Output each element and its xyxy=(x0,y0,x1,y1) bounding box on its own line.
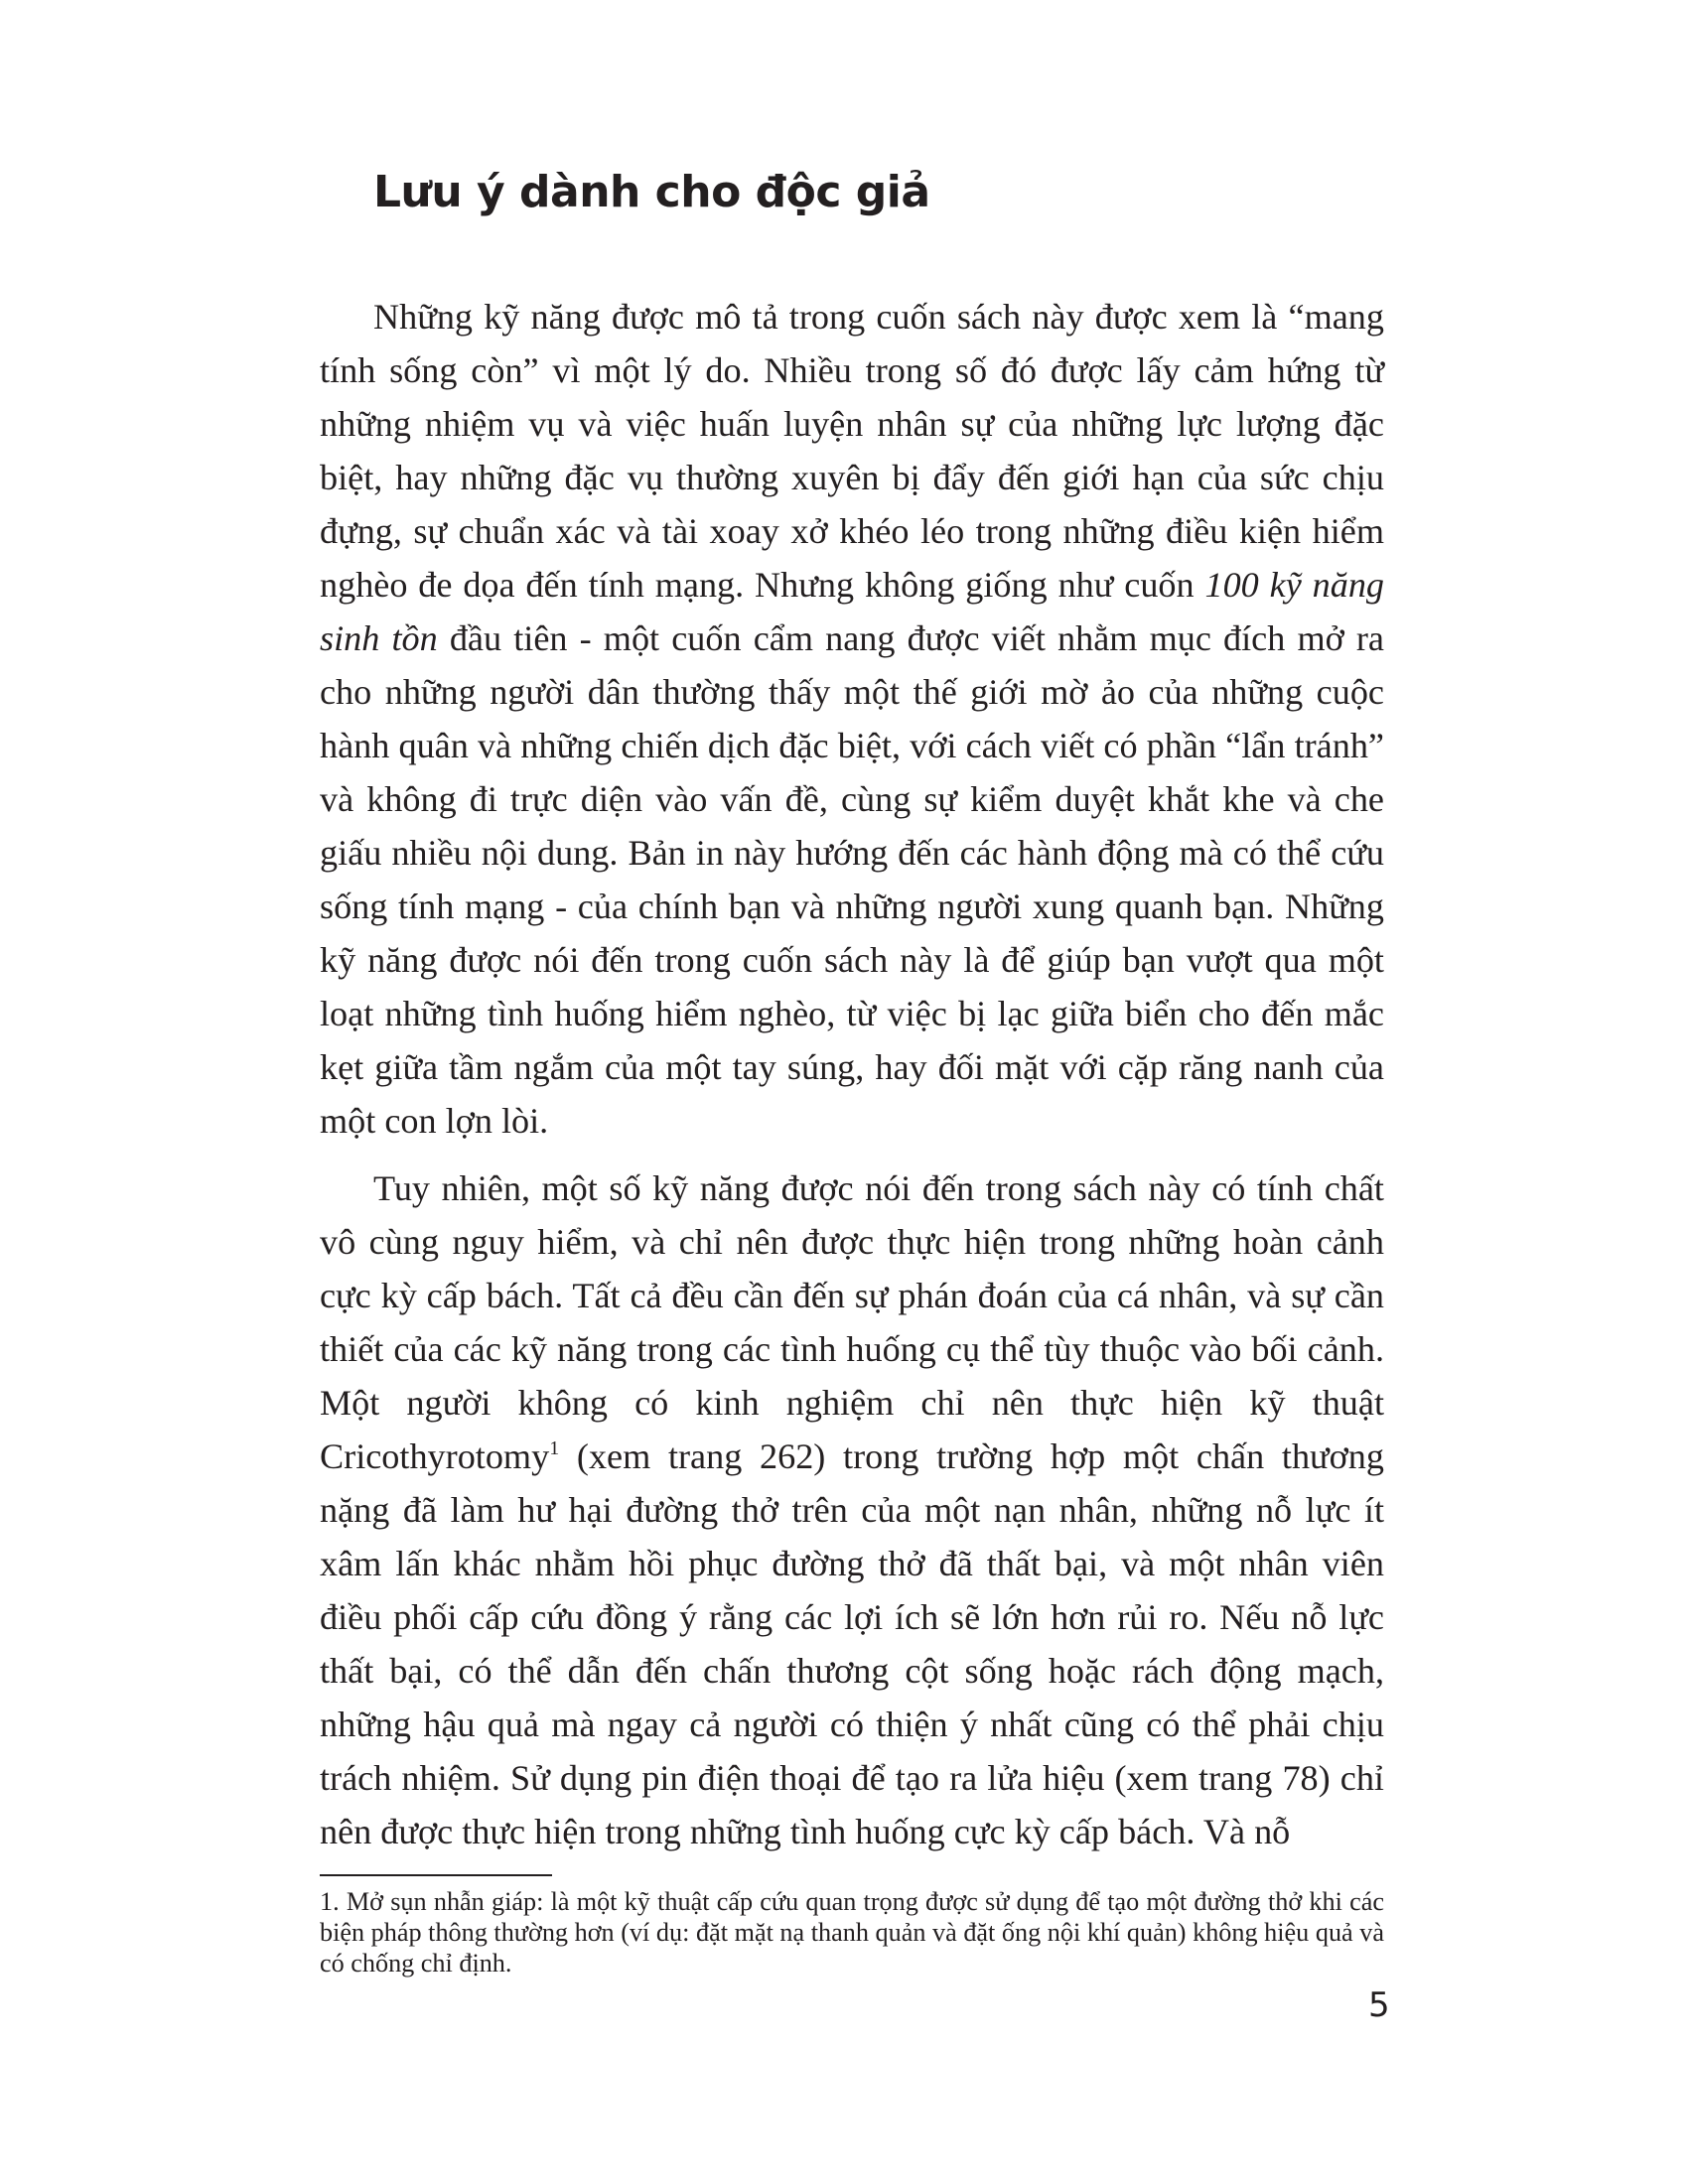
paragraph-2-part-2: (xem trang 262) trong trường hợp một chấn thương nặng đã làm hư hại đường thở trên của một nạn nhân, những nỗ lực ít xâm lấn khác nhằm hồi phục đường thở đã thất bại, và một nhân viên điều phối cấp cứu đồng ý rằng các lợi ích sẽ lớn hơn rủi ro. Nếu nỗ lực thất bại, có thể dẫn đến chấn thương cột sống hoặc rách động mạch, những hậu quả mà ngay cả người có thiện ý nhất cũng có thể phải chịu trách nhiệm. Sử dụng pin điện thoại để tạo ra lửa hiệu (xem trang 78) chỉ nên được thực hiện trong những tình huống cực kỳ cấp bách. Và nỗ xyxy=(320,1436,1384,1851)
paragraph-2-part-1: Tuy nhiên, một số kỹ năng được nói đến trong sách này có tính chất vô cùng nguy hiểm, và chỉ nên được thực hiện trong những hoàn cảnh cực kỳ cấp bách. Tất cả đều cần đến sự phán đoán của cá nhân, và sự cần thiết của các kỹ năng trong các tình huống cụ thể tùy thuộc vào bối cảnh. Một người không có kinh nghiệm chỉ nên thực hiện kỹ thuật Cricothyrotomy xyxy=(320,1168,1384,1476)
paragraph-1-part-1: Những kỹ năng được mô tả trong cuốn sách này được xem là “mang tính sống còn” vì một lý do. Nhiều trong số đó được lấy cảm hứng từ những nhiệm vụ và việc huấn luyện nhân sự của những lực lượng đặc biệt, hay những đặc vụ thường xuyên bị đẩy đến giới hạn của sức chịu đựng, sự chuẩn xác và tài xoay xở khéo léo trong những điều kiện hiểm nghèo đe dọa đến tính mạng. Nhưng không giống như cuốn xyxy=(320,297,1384,605)
paragraph-1-part-2: đầu tiên - một cuốn cẩm nang được viết nhằm mục đích mở ra cho những người dân thường thấy một thế giới mờ ảo của những cuộc hành quân và những chiến dịch đặc biệt, với cách viết có phần “lẩn tránh” và không đi trực diện vào vấn đề, cùng sự kiểm duyệt khắt khe và che giấu nhiều nội dung. Bản in này hướng đến các hành động mà có thể cứu sống tính mạng - của chính bạn và những người xung quanh bạn. Những kỹ năng được nói đến trong cuốn sách này là để giúp bạn vượt qua một loạt những tình huống hiểm nghèo, từ việc bị lạc giữa biển cho đến mắc kẹt giữa tầm ngắm của một tay súng, hay đối mặt với cặp răng nanh của một con lợn lòi. xyxy=(320,618,1384,1141)
footnote-divider xyxy=(320,1874,552,1876)
main-text xyxy=(320,290,1384,1858)
paragraph-2 xyxy=(320,1161,1384,1858)
footnote: 1. Mở sụn nhẫn giáp: là một kỹ thuật cấp cứu quan trọng được sử dụng để tạo một đường thở khi các biện pháp thông thường hơn (ví dụ: đặt mặt nạ thanh quản và đặt ống nội khí quản) không hiệu quả và có chống chỉ định. xyxy=(320,1887,1384,1978)
book-title-italic: 100 kỹ năng sinh tồn xyxy=(320,565,1385,658)
footnote-reference: 1 xyxy=(549,1437,560,1459)
page-number: 5 xyxy=(1368,1985,1390,2025)
paragraph-1 xyxy=(320,290,1384,1148)
page-title: Lưu ý dành cho độc giả xyxy=(373,167,930,217)
